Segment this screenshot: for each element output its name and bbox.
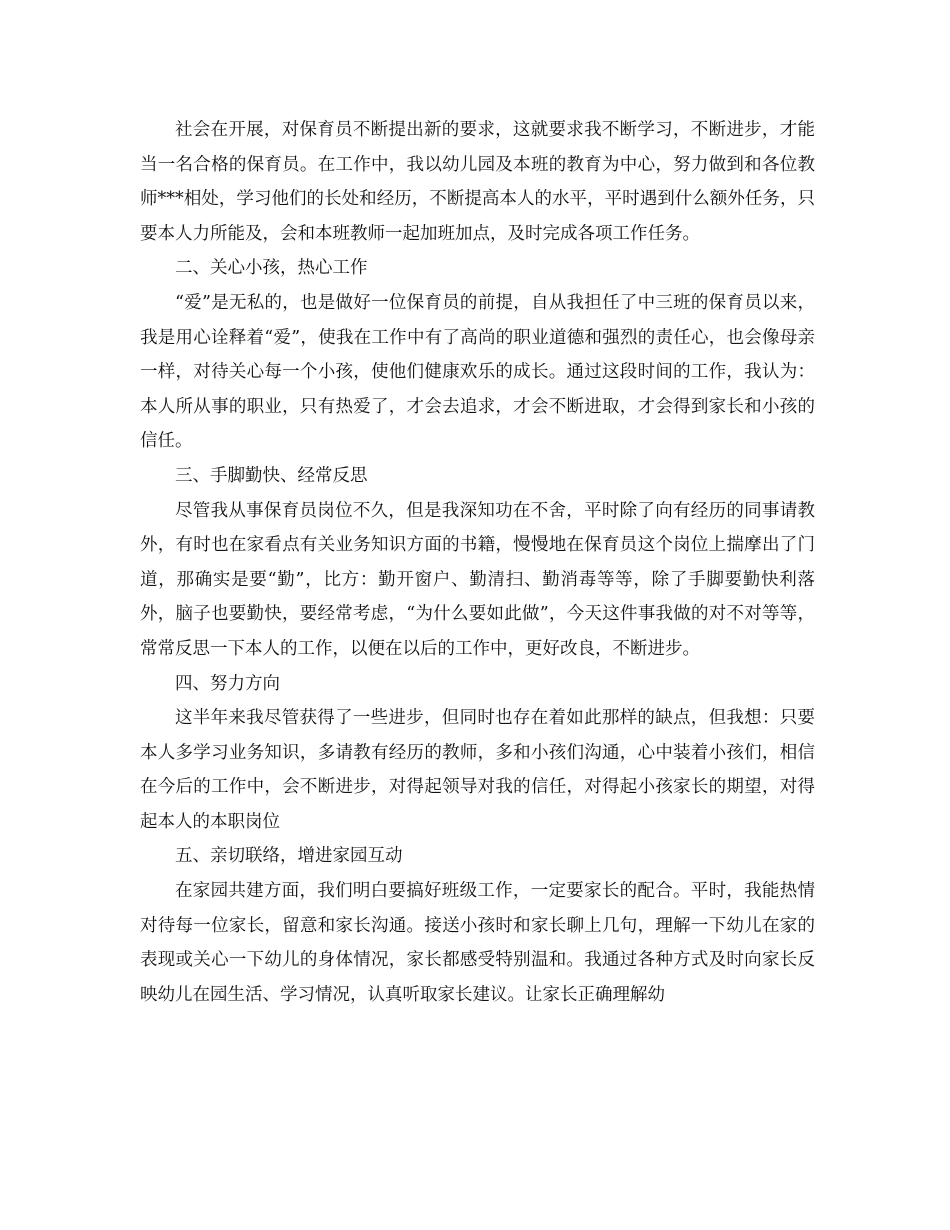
paragraph-section-4: 这半年来我尽管获得了一些进步，但同时也存在着如此那样的缺点，但我想：只要本人多学习业务知识，多请教有经历的教师，多和小孩们沟通，心中装着小孩们，相信在今后的工作中，会不断进步，对得起领导对我的信任，对得起小孩家长的期望，对得起本人的本职岗位 [140, 708, 815, 832]
section-heading-5: 五、亲切联络，增进家园互动 [175, 846, 403, 867]
section-heading-3: 三、手脚勤快、经常反思 [175, 465, 368, 486]
section-heading-4: 四、努力方向 [175, 673, 280, 694]
document-body [140, 113, 815, 1012]
section-heading-2: 二、关心小孩，热心工作 [175, 258, 368, 279]
paragraph-section-3: 尽管我从事保育员岗位不久，但是我深知功在不舍，平时除了向有经历的同事请教外，有时也在家看点有关业务知识方面的书籍，慢慢地在保育员这个岗位上揣摩出了门道，那确实是要“勤”，比方：勤开窗户、勤清扫、勤消毒等等，除了手脚要勤快利落外，脑子也要勤快，要经常考虑，“为什么要如此做”，今天这件事我做的对不对等等，常常反思一下本人的工作，以便在以后的工作中，更好改良，不断进步。 [140, 500, 815, 659]
paragraph-intro: 社会在开展，对保育员不断提出新的要求，这就要求我不断学习，不断进步，才能当一名合格的保育员。在工作中，我以幼儿园及本班的教育为中心，努力做到和各位教师***相处，学习他们的长处和经历，不断提高本人的水平，平时遇到什么额外任务，只要本人力所能及，会和本班教师一起加班加点，及时完成各项工作任务。 [140, 120, 815, 244]
paragraph-section-5: 在家园共建方面，我们明白要搞好班级工作，一定要家长的配合。平时，我能热情对待每一位家长，留意和家长沟通。接送小孩时和家长聊上几句，理解一下幼儿在家的表现或关心一下幼儿的身体情况，家长都感受特别温和。我通过各种方式及时向家长反映幼儿在园生活、学习情况，认真听取家长建议。让家长正确理解幼 [140, 881, 815, 1005]
paragraph-section-2: “爱”是无私的，也是做好一位保育员的前提，自从我担任了中三班的保育员以来，我是用心诠释着“爱”，使我在工作中有了高尚的职业道德和强烈的责任心，也会像母亲一样，对待关心每一个小孩，使他们健康欢乐的成长。通过这段时间的工作，我认为：本人所从事的职业，只有热爱了，才会去追求，才会不断进取，才会得到家长和小孩的信任。 [140, 292, 815, 452]
